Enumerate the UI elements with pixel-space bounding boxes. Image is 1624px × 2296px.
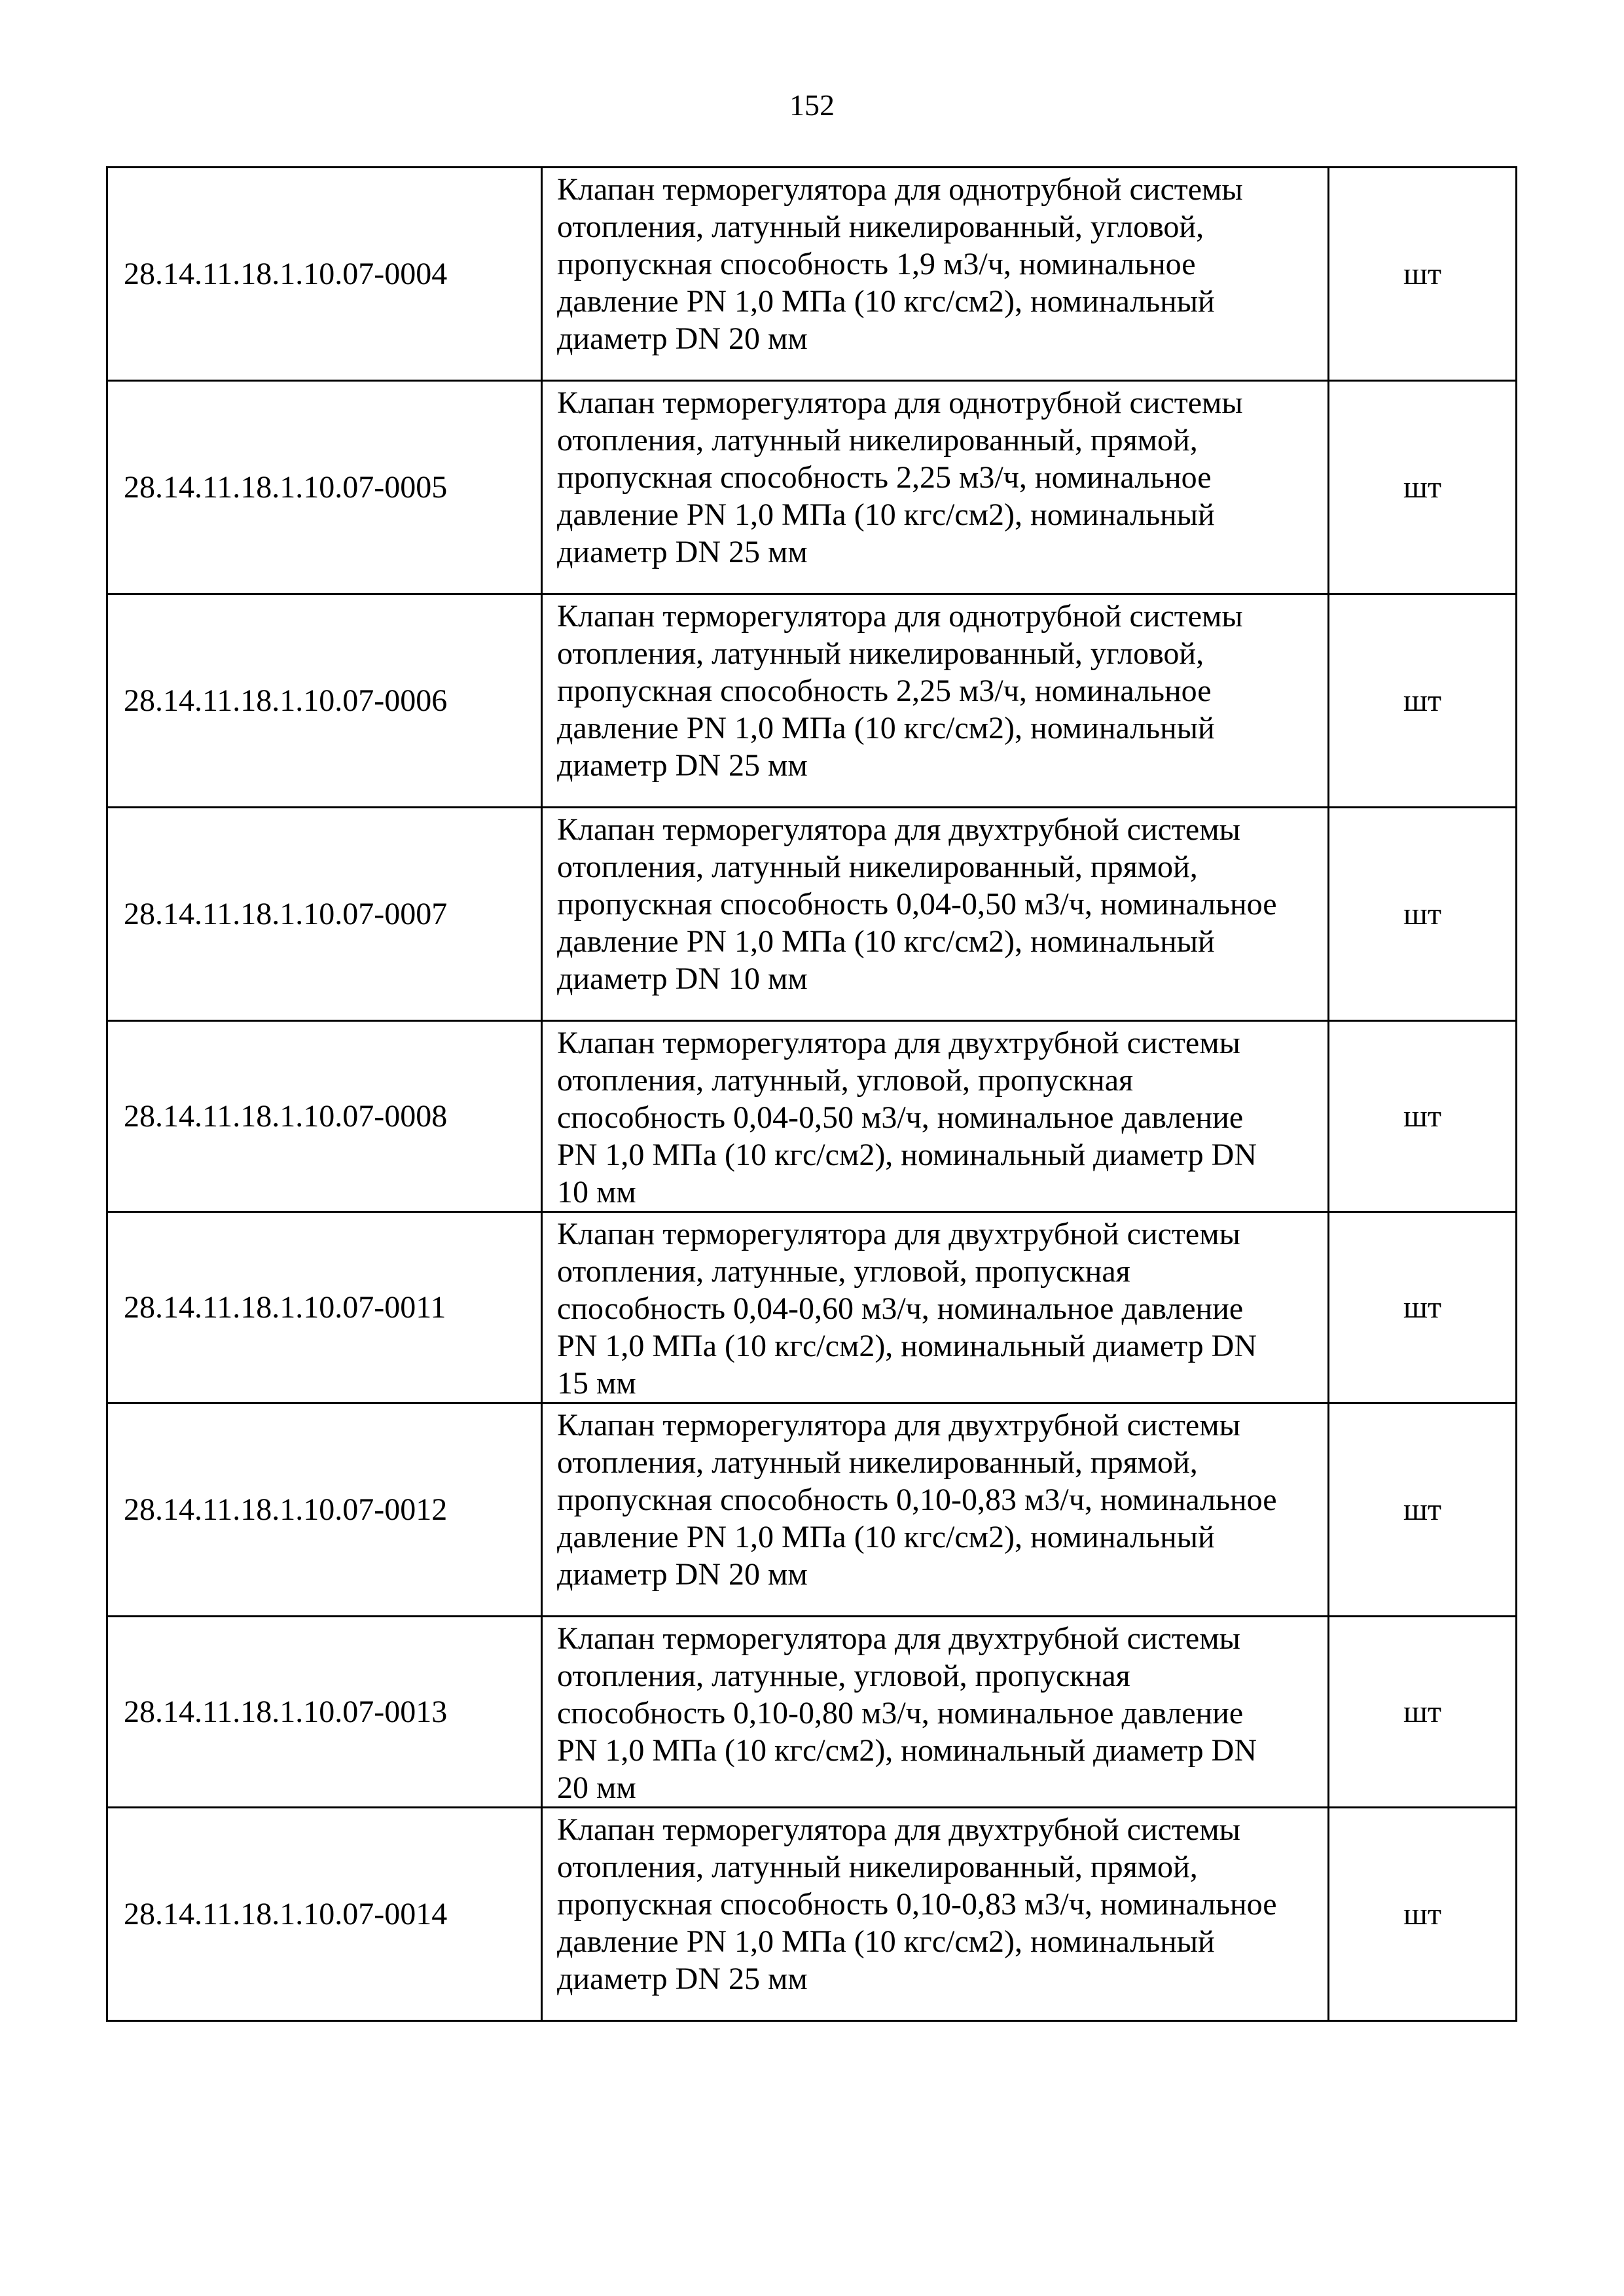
description-line: диаметр DN 25 мм [557,1962,808,1996]
catalog-table [106,166,1517,2022]
item-unit: шт [1403,470,1441,505]
description-line: PN 1,0 МПа (10 кгс/см2), номинальный диаметр DN [557,1733,1257,1768]
description-line: способность 0,04-0,50 м3/ч, номинальное давление [557,1100,1244,1135]
item-code: 28.14.11.18.1.10.07-0012 [124,1492,448,1527]
description-line: Клапан терморегулятора для двухтрубной системы [557,1812,1240,1847]
description-line: давление PN 1,0 МПа (10 кгс/см2), номинальный [557,1924,1215,1959]
item-description-cell [542,1617,1329,1808]
description-line: Клапан терморегулятора для двухтрубной системы [557,1217,1240,1251]
table-row [107,808,1517,1021]
table-row [107,381,1517,594]
description-line: способность 0,10-0,80 м3/ч, номинальное давление [557,1696,1244,1731]
description-line: пропускная способность 0,10-0,83 м3/ч, номинальное [557,1887,1277,1922]
item-description [557,168,1322,357]
item-unit-cell [1329,594,1517,808]
item-code-cell [107,168,542,381]
description-line: отопления, латунный никелированный, прямой, [557,423,1198,457]
catalog-table-body [107,168,1517,2021]
item-code-cell [107,1617,542,1808]
item-unit: шт [1403,1099,1441,1134]
item-unit: шт [1403,1492,1441,1527]
description-line: способность 0,04-0,60 м3/ч, номинальное давление [557,1291,1244,1326]
description-line: Клапан терморегулятора для двухтрубной системы [557,812,1240,847]
item-description [557,595,1322,784]
item-description [557,1404,1322,1593]
description-line: диаметр DN 25 мм [557,748,808,783]
description-line: отопления, латунные, угловой, пропускная [557,1659,1130,1693]
description-line: пропускная способность 2,25 м3/ч, номинальное [557,460,1212,495]
item-unit: шт [1403,1290,1441,1325]
description-line: диаметр DN 25 мм [557,535,808,569]
description-line: давление PN 1,0 МПа (10 кгс/см2), номинальный [557,497,1215,532]
description-line: давление PN 1,0 МПа (10 кгс/см2), номинальный [557,711,1215,745]
item-unit-cell [1329,1617,1517,1808]
description-line: пропускная способность 0,10-0,83 м3/ч, номинальное [557,1482,1277,1517]
description-line: отопления, латунный никелированный, прямой, [557,1850,1198,1884]
item-code: 28.14.11.18.1.10.07-0007 [124,897,448,931]
description-line: отопления, латунный никелированный, угловой, [557,209,1204,244]
item-code: 28.14.11.18.1.10.07-0006 [124,683,448,718]
table-row [107,1617,1517,1808]
description-line: давление PN 1,0 МПа (10 кгс/см2), номинальный [557,1520,1215,1554]
item-code: 28.14.11.18.1.10.07-0013 [124,1695,448,1729]
table-row [107,1212,1517,1403]
description-line: давление PN 1,0 МПа (10 кгс/см2), номинальный [557,924,1215,959]
description-line: диаметр DN 10 мм [557,961,808,996]
item-description-cell [542,1021,1329,1212]
description-line: Клапан терморегулятора для двухтрубной системы [557,1026,1240,1060]
item-description-cell [542,1212,1329,1403]
item-code-cell [107,1808,542,2021]
item-code-cell [107,1403,542,1617]
item-code: 28.14.11.18.1.10.07-0005 [124,470,448,505]
item-description-cell [542,594,1329,808]
description-line: Клапан терморегулятора для двухтрубной системы [557,1408,1240,1443]
description-line: PN 1,0 МПа (10 кгс/см2), номинальный диаметр DN [557,1138,1257,1172]
item-code: 28.14.11.18.1.10.07-0008 [124,1099,448,1134]
description-line: Клапан терморегулятора для однотрубной системы [557,599,1243,634]
item-unit-cell [1329,808,1517,1021]
item-unit: шт [1403,897,1441,931]
description-line: давление PN 1,0 МПа (10 кгс/см2), номинальный [557,284,1215,319]
description-line: пропускная способность 0,04-0,50 м3/ч, номинальное [557,887,1277,922]
item-description [557,1213,1322,1402]
description-line: отопления, латунный никелированный, угловой, [557,636,1204,671]
item-unit: шт [1403,257,1441,291]
item-description [557,382,1322,571]
item-unit-cell [1329,1403,1517,1617]
description-line: диаметр DN 20 мм [557,321,808,356]
item-code-cell [107,1212,542,1403]
item-description [557,1617,1322,1806]
item-code-cell [107,1021,542,1212]
item-unit-cell [1329,1212,1517,1403]
description-line: 20 мм [557,1770,636,1805]
item-unit-cell [1329,1021,1517,1212]
item-code-cell [107,594,542,808]
table-row [107,168,1517,381]
table-row [107,594,1517,808]
description-line: 15 мм [557,1366,636,1401]
description-line: пропускная способность 2,25 м3/ч, номинальное [557,673,1212,708]
item-code-cell [107,381,542,594]
description-line: 10 мм [557,1175,636,1210]
description-line: пропускная способность 1,9 м3/ч, номинальное [557,247,1196,281]
item-code-cell [107,808,542,1021]
item-unit-cell [1329,1808,1517,2021]
description-line: PN 1,0 МПа (10 кгс/см2), номинальный диаметр DN [557,1329,1257,1363]
item-code: 28.14.11.18.1.10.07-0014 [124,1897,448,1931]
item-description [557,1022,1322,1211]
item-description-cell [542,808,1329,1021]
item-unit: шт [1403,1695,1441,1729]
item-unit: шт [1403,683,1441,718]
table-row [107,1021,1517,1212]
description-line: Клапан терморегулятора для однотрубной системы [557,172,1243,207]
item-description [557,808,1322,997]
table-row [107,1808,1517,2021]
description-line: отопления, латунные, угловой, пропускная [557,1254,1130,1289]
item-unit-cell [1329,168,1517,381]
item-unit-cell [1329,381,1517,594]
description-line: отопления, латунный никелированный, прямой, [557,1445,1198,1480]
page-number: 152 [789,88,835,122]
item-description-cell [542,381,1329,594]
item-code: 28.14.11.18.1.10.07-0004 [124,257,448,291]
item-description-cell [542,168,1329,381]
table-row [107,1403,1517,1617]
item-code: 28.14.11.18.1.10.07-0011 [124,1290,446,1325]
item-description-cell [542,1808,1329,2021]
description-line: отопления, латунный никелированный, прямой, [557,850,1198,884]
description-line: отопления, латунный, угловой, пропускная [557,1063,1134,1098]
description-line: Клапан терморегулятора для однотрубной системы [557,386,1243,420]
item-description [557,1808,1322,1998]
item-description-cell [542,1403,1329,1617]
description-line: Клапан терморегулятора для двухтрубной системы [557,1621,1240,1656]
item-unit: шт [1403,1897,1441,1931]
description-line: диаметр DN 20 мм [557,1557,808,1592]
